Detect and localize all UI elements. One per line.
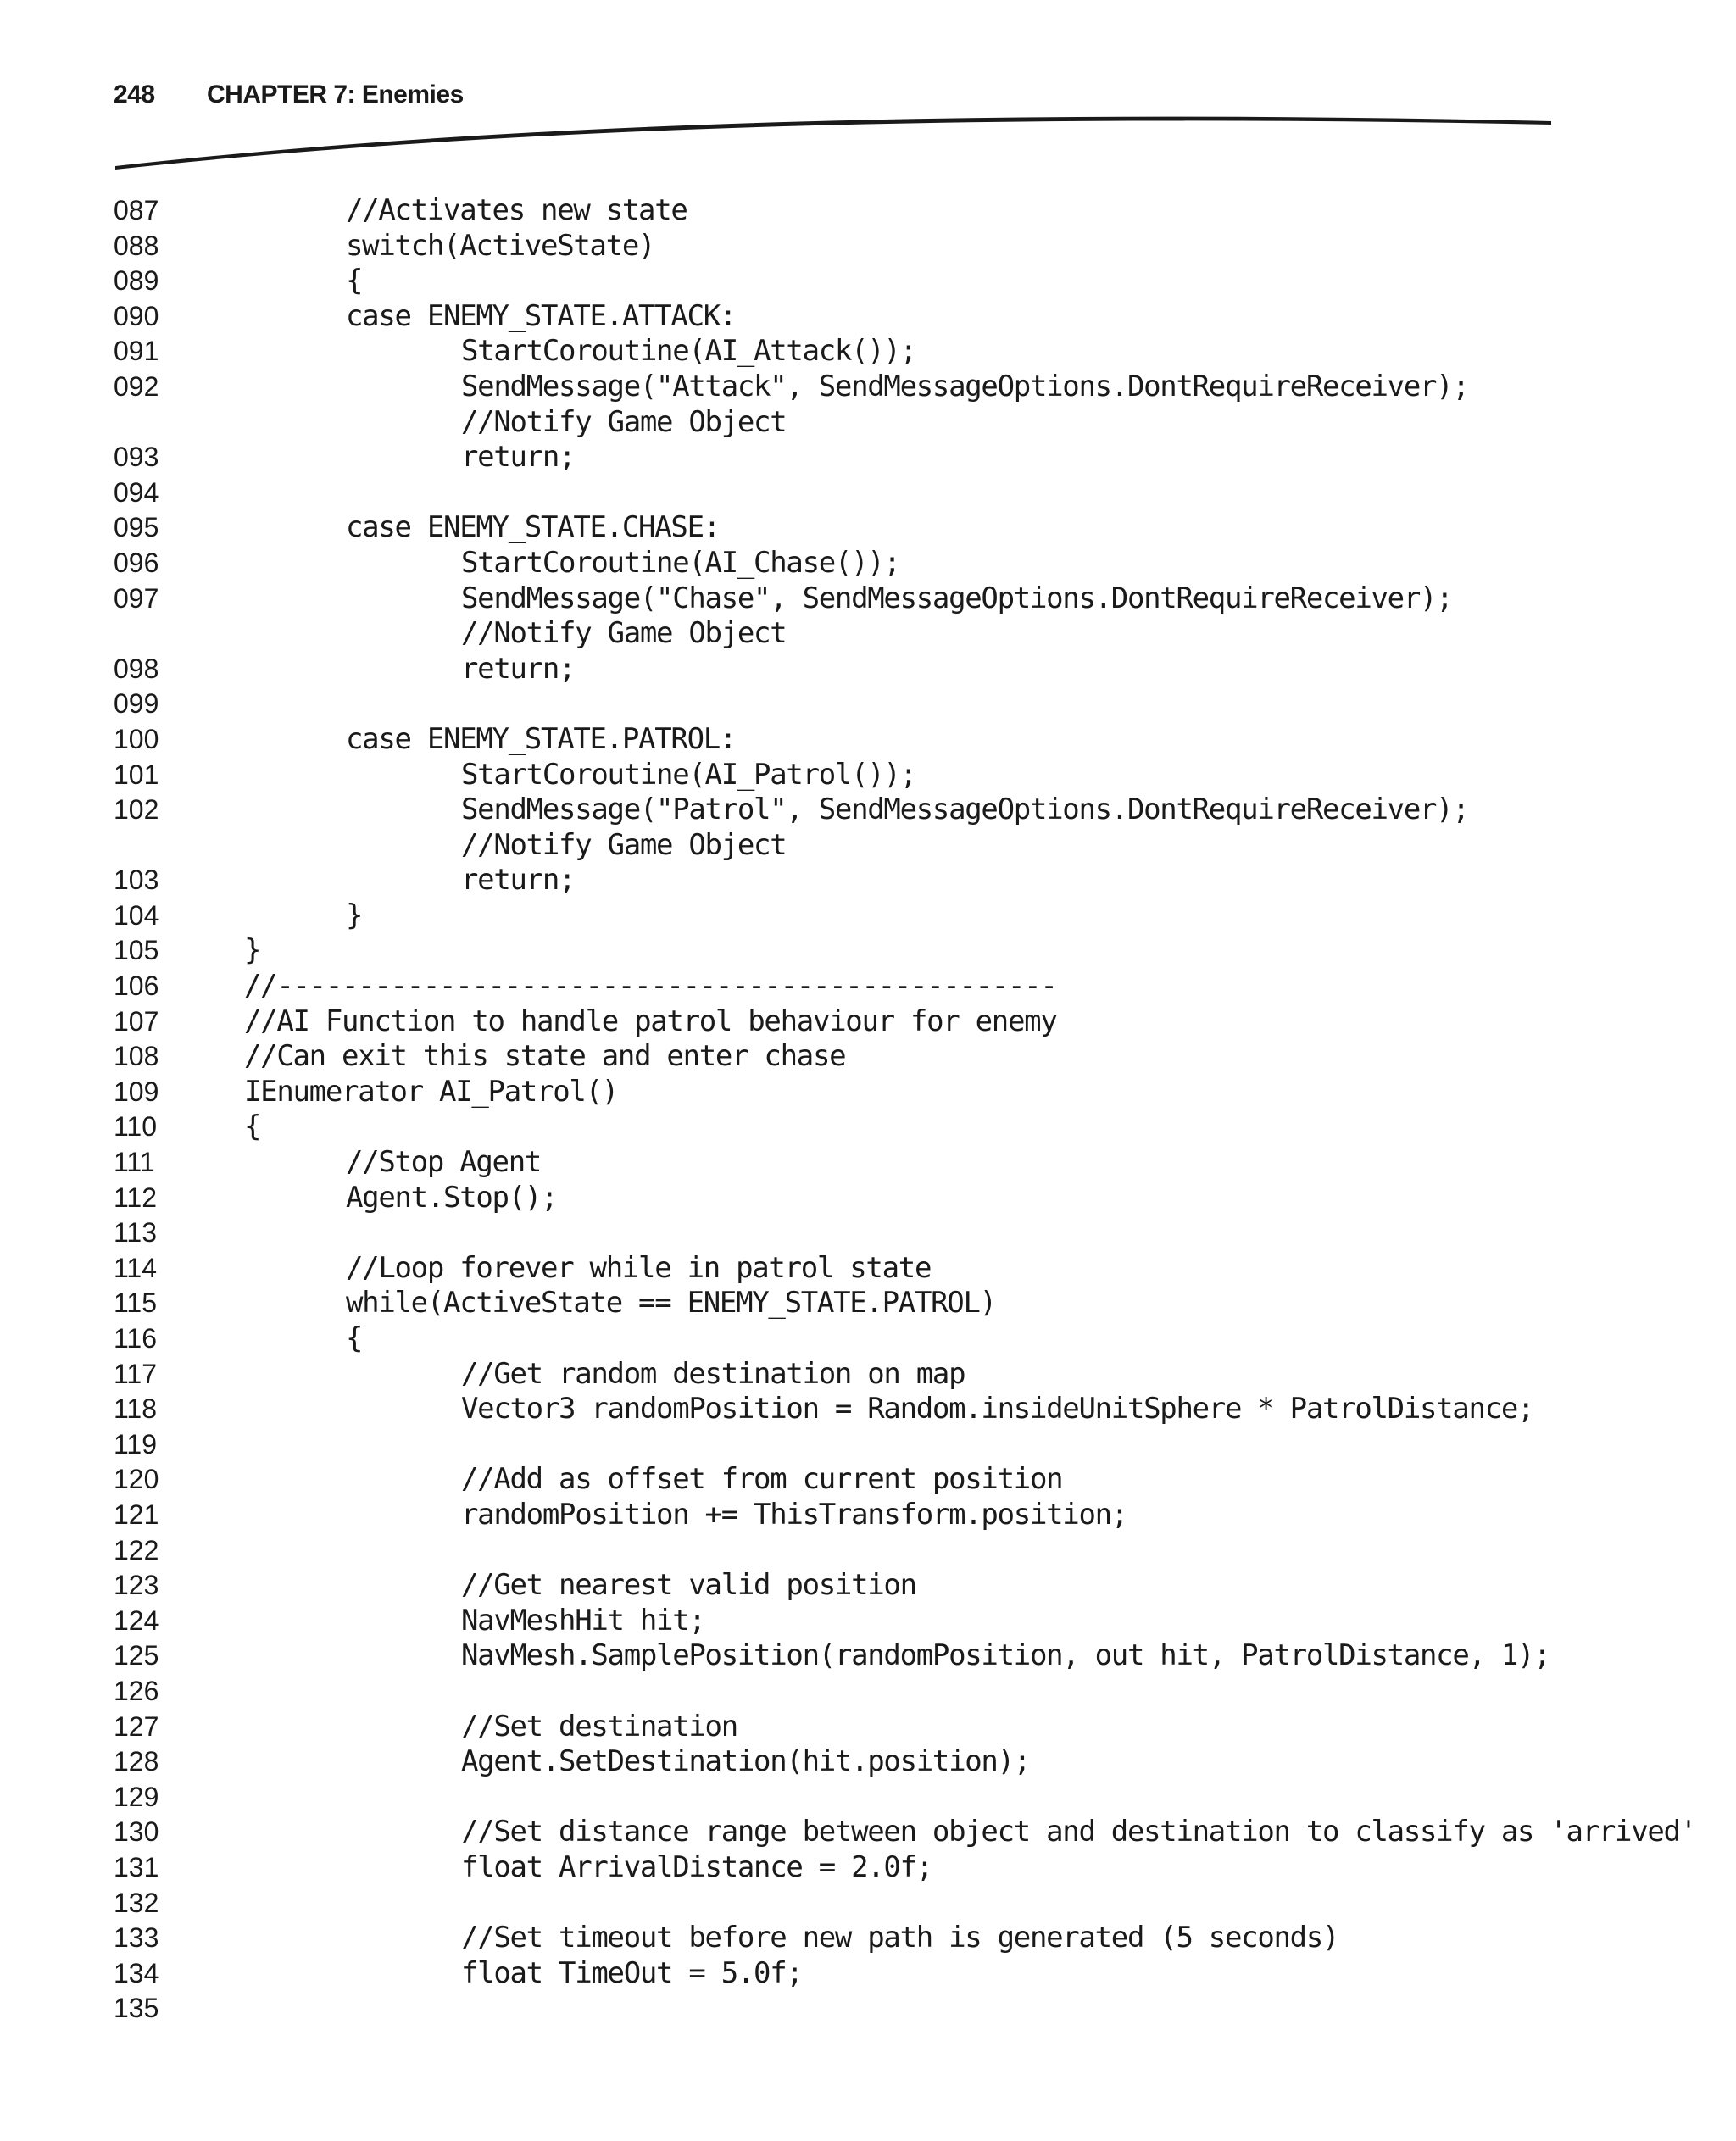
code-text: //Stop Agent bbox=[346, 1145, 542, 1180]
code-text: SendMessage("Attack", SendMessageOptions.DontRequireReceiver); bbox=[461, 369, 1469, 403]
code-line bbox=[114, 1321, 1639, 1357]
code-text: StartCoroutine(AI_Chase()); bbox=[461, 545, 900, 580]
code-text: //Set timeout before new path is generated (5 seconds) bbox=[461, 1921, 1339, 1955]
code-text: StartCoroutine(AI_Patrol()); bbox=[461, 757, 916, 792]
line-number: 114 bbox=[114, 1252, 158, 1283]
code-line bbox=[114, 1251, 1639, 1287]
code-text: //Get nearest valid position bbox=[461, 1568, 916, 1603]
code-line bbox=[114, 1921, 1639, 1956]
code-line bbox=[114, 1744, 1639, 1780]
line-number: 130 bbox=[114, 1816, 159, 1848]
code-line bbox=[114, 1638, 1639, 1674]
code-line bbox=[114, 1109, 1639, 1145]
line-number: 111 bbox=[114, 1147, 155, 1178]
code-line bbox=[114, 933, 1639, 969]
code-line bbox=[114, 1145, 1639, 1181]
code-line bbox=[114, 299, 1639, 335]
line-number: 102 bbox=[114, 794, 159, 826]
line-number: 106 bbox=[114, 970, 159, 1002]
code-text: { bbox=[346, 1321, 363, 1355]
line-number: 092 bbox=[114, 370, 159, 402]
line-number: 128 bbox=[114, 1746, 159, 1777]
page-header bbox=[114, 78, 464, 112]
line-number: 110 bbox=[114, 1111, 158, 1143]
code-line bbox=[114, 1956, 1639, 1992]
code-text: IEnumerator AI_Patrol() bbox=[244, 1074, 618, 1109]
line-number: 108 bbox=[114, 1041, 159, 1072]
code-text: while(ActiveState == ENEMY_STATE.PATROL) bbox=[346, 1286, 996, 1321]
code-text: SendMessage("Chase", SendMessageOptions.DontRequireReceiver); bbox=[461, 581, 1453, 615]
line-number: 097 bbox=[114, 582, 159, 614]
line-number: 124 bbox=[114, 1604, 159, 1636]
code-line bbox=[114, 581, 1639, 617]
code-text: return; bbox=[461, 651, 576, 686]
code-text: case ENEMY_STATE.ATTACK: bbox=[346, 298, 737, 333]
code-line bbox=[114, 334, 1639, 370]
line-number: 088 bbox=[114, 230, 159, 261]
line-number: 135 bbox=[114, 1993, 159, 2024]
code-text: float TimeOut = 5.0f; bbox=[461, 1955, 803, 1990]
line-number: 119 bbox=[114, 1428, 158, 1460]
code-line bbox=[114, 687, 1639, 722]
code-text: //Activates new state bbox=[346, 193, 687, 227]
code-line bbox=[114, 440, 1639, 475]
code-line bbox=[114, 616, 1639, 652]
line-number: 104 bbox=[114, 899, 159, 931]
code-text: NavMeshHit hit; bbox=[461, 1603, 705, 1638]
line-number: 113 bbox=[114, 1217, 158, 1248]
code-text: return; bbox=[461, 440, 576, 475]
code-line bbox=[114, 1286, 1639, 1321]
line-number: 103 bbox=[114, 865, 159, 896]
code-line bbox=[114, 1357, 1639, 1393]
line-number: 132 bbox=[114, 1887, 159, 1918]
line-number: 091 bbox=[114, 336, 159, 367]
line-number: 123 bbox=[114, 1570, 159, 1601]
line-number: 118 bbox=[114, 1393, 158, 1425]
code-line bbox=[114, 1392, 1639, 1427]
code-line bbox=[114, 264, 1639, 299]
code-line bbox=[114, 1039, 1639, 1075]
line-number: 122 bbox=[114, 1534, 159, 1565]
code-line bbox=[114, 828, 1639, 864]
line-number: 112 bbox=[114, 1182, 158, 1213]
code-text: randomPosition += ThisTransform.position; bbox=[461, 1497, 1127, 1532]
line-number: 126 bbox=[114, 1675, 159, 1706]
code-line bbox=[114, 1780, 1639, 1816]
code-line bbox=[114, 475, 1639, 511]
line-number: 121 bbox=[114, 1499, 159, 1530]
code-text: //Notify Game Object bbox=[461, 404, 787, 439]
code-line bbox=[114, 1850, 1639, 1886]
code-line bbox=[114, 1462, 1639, 1498]
code-text: //Set destination bbox=[461, 1709, 737, 1743]
line-number: 100 bbox=[114, 723, 159, 754]
line-number: 098 bbox=[114, 653, 159, 684]
code-text: Agent.SetDestination(hit.position); bbox=[461, 1744, 1030, 1779]
code-line bbox=[114, 1004, 1639, 1040]
code-text: SendMessage("Patrol", SendMessageOptions.DontRequireReceiver); bbox=[461, 792, 1469, 827]
line-number: 115 bbox=[114, 1287, 158, 1319]
line-number: 131 bbox=[114, 1851, 159, 1882]
code-text: Vector3 randomPosition = Random.insideUnitSphere * PatrolDistance; bbox=[461, 1392, 1534, 1426]
chapter-title: CHAPTER 7: Enemies bbox=[207, 81, 464, 108]
line-number: 096 bbox=[114, 547, 159, 578]
code-line bbox=[114, 1498, 1639, 1533]
code-text: //Can exit this state and enter chase bbox=[244, 1039, 846, 1074]
code-line bbox=[114, 863, 1639, 898]
code-text: //------------------------------------------------ bbox=[244, 969, 1057, 1004]
code-line bbox=[114, 898, 1639, 934]
code-line bbox=[114, 1568, 1639, 1604]
code-line bbox=[114, 1604, 1639, 1639]
line-number: 133 bbox=[114, 1922, 159, 1954]
code-line bbox=[114, 1815, 1696, 1850]
line-number: 094 bbox=[114, 476, 159, 508]
line-number: 089 bbox=[114, 265, 159, 297]
code-line bbox=[114, 1075, 1639, 1110]
code-text: } bbox=[346, 898, 363, 932]
code-line bbox=[114, 229, 1639, 264]
code-line bbox=[114, 193, 1639, 229]
code-line bbox=[114, 1215, 1639, 1251]
line-number: 087 bbox=[114, 195, 159, 225]
line-number: 129 bbox=[114, 1781, 159, 1812]
code-text: switch(ActiveState) bbox=[346, 228, 655, 263]
code-line bbox=[114, 722, 1639, 758]
code-line bbox=[114, 792, 1639, 828]
code-line bbox=[114, 1427, 1639, 1463]
line-number: 107 bbox=[114, 1005, 159, 1037]
line-number: 105 bbox=[114, 935, 159, 966]
line-number: 134 bbox=[114, 1957, 159, 1988]
code-text: //Notify Game Object bbox=[461, 616, 787, 651]
code-text: //Get random destination on map bbox=[461, 1356, 965, 1391]
code-line bbox=[114, 758, 1639, 793]
code-text: { bbox=[346, 264, 363, 298]
page-number: 248 bbox=[114, 81, 155, 108]
line-number: 090 bbox=[114, 300, 159, 331]
line-number: 127 bbox=[114, 1710, 159, 1742]
code-text: return; bbox=[461, 863, 576, 898]
code-text: //Loop forever while in patrol state bbox=[346, 1250, 932, 1285]
line-number: 101 bbox=[114, 759, 159, 790]
line-number: 125 bbox=[114, 1640, 159, 1671]
line-number: 120 bbox=[114, 1464, 159, 1495]
code-line bbox=[114, 1886, 1639, 1921]
code-listing bbox=[114, 193, 1696, 2027]
code-line bbox=[114, 510, 1639, 546]
code-text: case ENEMY_STATE.PATROL: bbox=[346, 721, 737, 756]
code-line bbox=[114, 1991, 1639, 2027]
line-number: 116 bbox=[114, 1323, 158, 1354]
code-text: //Set distance range between object and destination to classify as 'arrived' bbox=[461, 1815, 1696, 1849]
code-line bbox=[114, 1533, 1639, 1569]
code-line bbox=[114, 1181, 1639, 1216]
code-text: //Notify Game Object bbox=[461, 827, 787, 862]
code-text: //AI Function to handle patrol behaviour for enemy bbox=[244, 1004, 1057, 1038]
line-number: 117 bbox=[114, 1358, 158, 1389]
code-line bbox=[114, 1710, 1639, 1745]
line-number: 095 bbox=[114, 512, 159, 543]
code-text: float ArrivalDistance = 2.0f; bbox=[461, 1849, 932, 1884]
code-line bbox=[114, 652, 1639, 687]
line-number: 109 bbox=[114, 1076, 159, 1107]
code-text: NavMesh.SamplePosition(randomPosition, out hit, PatrolDistance, 1); bbox=[461, 1638, 1550, 1673]
line-number: 099 bbox=[114, 688, 159, 720]
code-line bbox=[114, 969, 1639, 1004]
line-number: 093 bbox=[114, 442, 159, 473]
code-text: Agent.Stop(); bbox=[346, 1180, 558, 1215]
code-text: //Add as offset from current position bbox=[461, 1462, 1063, 1497]
code-line bbox=[114, 546, 1639, 581]
code-text: } bbox=[244, 933, 261, 968]
code-line bbox=[114, 1674, 1639, 1710]
code-text: case ENEMY_STATE.CHASE: bbox=[346, 510, 720, 545]
code-line bbox=[114, 405, 1639, 441]
code-line bbox=[114, 370, 1639, 405]
code-text: StartCoroutine(AI_Attack()); bbox=[461, 334, 916, 369]
code-text: { bbox=[244, 1109, 261, 1144]
